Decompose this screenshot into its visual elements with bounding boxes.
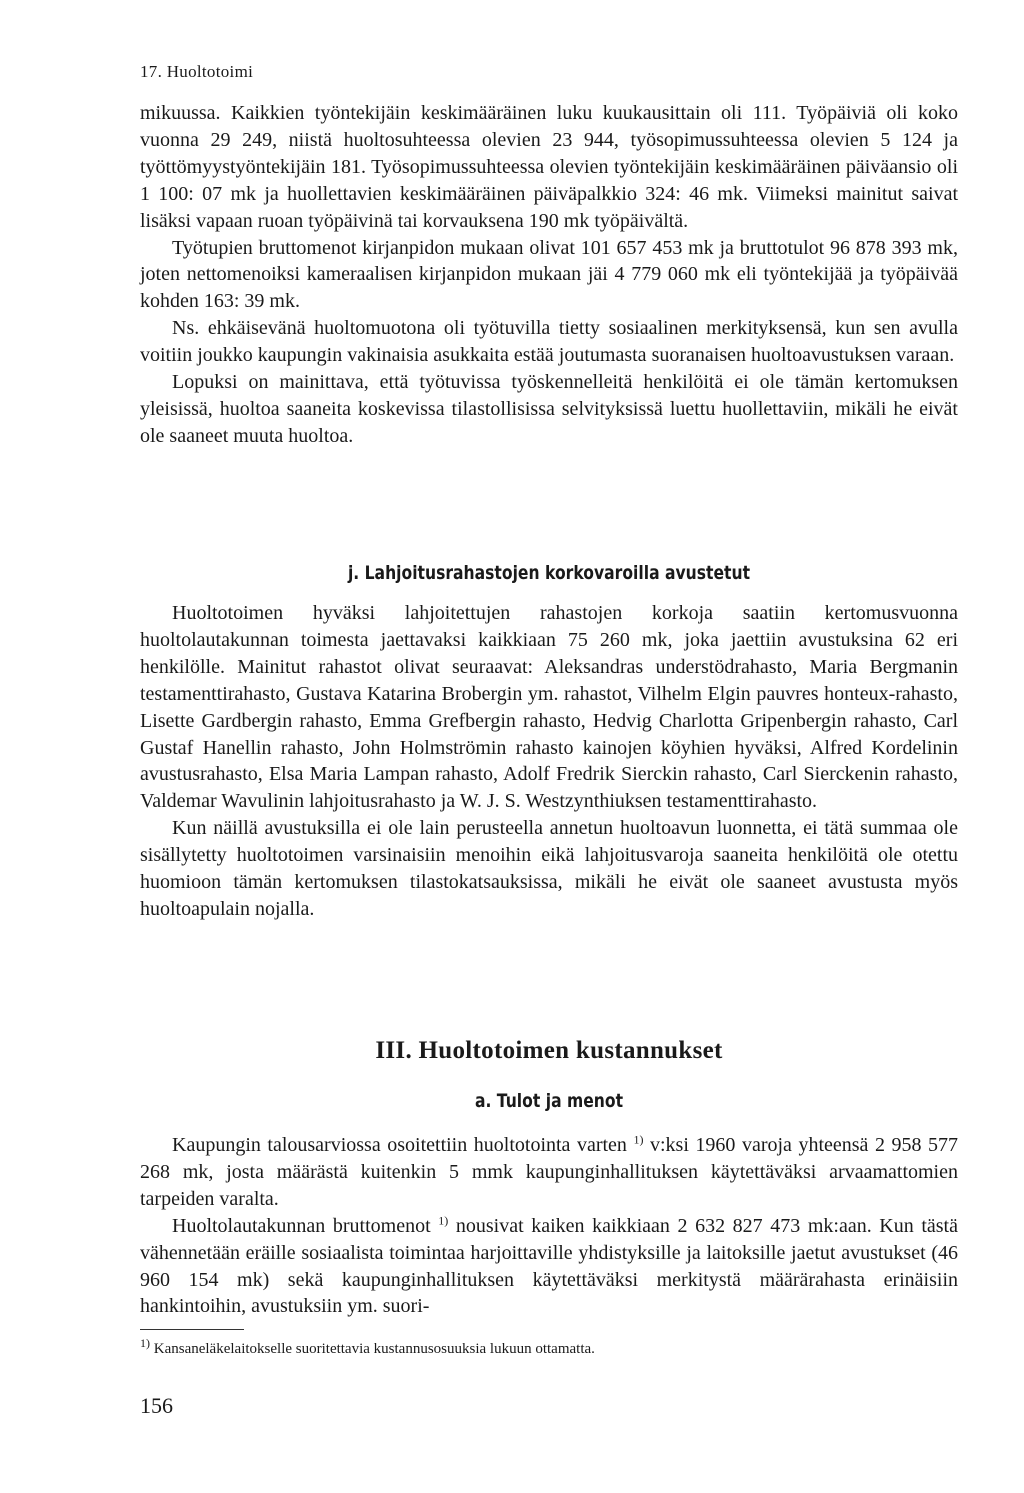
footnote-reference: 1) <box>633 1132 644 1147</box>
paragraph-text: nousivat kaiken kaikkiaan 2 632 827 473 mk:aan. Kun tästä vähennetään eräille sosiaalista toimintaa harjoittaville yhdistyksille ja laitoksille jaetut avustukset (46 960 154 mk) sekä kaupunginhallituksen käytettäväksi merkitystä määrärahasta erinäisiin hankintoihin, avustuksiin ym. suori- <box>140 1214 958 1318</box>
body-text-section-j <box>140 600 958 923</box>
paragraph: Lopuksi on mainittava, että työtuvissa työskennelleitä henkilöitä ei ole tämän kertomuksen yleisissä, huoltoa saaneita koskevissa tilastollisissa selvityksissä luettu huollettaviin, mikäli he eivät ole saaneet muuta huoltoa. <box>140 371 958 447</box>
paragraph <box>140 1132 958 1213</box>
body-text-top <box>140 100 958 450</box>
body-text-section-a <box>140 1132 958 1320</box>
page-number: 156 <box>140 1393 173 1418</box>
paragraph: mikuussa. Kaikkien työntekijäin keskimääräinen luku kuukausittain oli 111. Työpäiviä oli koko vuonna 29 249, niistä huoltosuhteessa olevien 23 944, työsopimussuhteessa olevien 5 124 ja työttömyystyöntekijäin 181. Työsopimussuhteessa olevien työntekijäin keskimääräinen päiväansio oli 1 100: 07 mk ja huollettavien keskimääräinen päiväpalkkio 324: 46 mk. Viimeksi mainitut saivat lisäksi vapaan ruoan työpäivinä tai korvauksena 190 mk työpäivältä. <box>140 102 958 232</box>
paragraph: Kun näillä avustuksilla ei ole lain perusteella annetun huoltoavun luonnetta, ei tätä summaa ole sisällytetty huoltotoimen varsinaisiin menoihin eikä lahjoitusvaroja saaneita henkilöitä ole otettu huomioon tämän kertomuksen tilastokatsauksissa, mikäli he eivät ole saaneet avustusta myös huoltoapulain nojalla. <box>140 817 958 920</box>
footnote-reference: 1) <box>438 1213 449 1228</box>
paragraph: Työtupien bruttomenot kirjanpidon mukaan olivat 101 657 453 mk ja bruttotulot 96 878 393 mk, joten nettomenoiksi kameraalisen kirjanpidon mukaan jäi 4 779 060 mk eli työntekijää ja työpäivää kohden 163: 39 mk. <box>140 236 958 313</box>
paragraph-text: v:ksi 1960 varoja yhteensä 2 958 577 268 mk, josta määrästä kuitenkin 5 mmk kaupunginhallituksen käytettäväksi arvaamattomien tarpeiden varalta. <box>140 1134 958 1210</box>
section-j-heading: j. Lahjoitusrahastojen korkovaroilla avustetut <box>347 562 751 584</box>
footnote-marker: 1) <box>140 1336 150 1350</box>
footnote <box>140 1336 595 1358</box>
main-heading: III. Huoltotoimen kustannukset <box>375 1037 723 1064</box>
footnote-divider <box>140 1329 244 1330</box>
footnote-text: Kansaneläkelaitokselle suoritettavia kustannusosuuksia lukuun ottamatta. <box>153 1341 595 1357</box>
running-head: 17. Huoltotoimi <box>140 62 254 81</box>
section-a-heading: a. Tulot ja menot <box>474 1090 624 1112</box>
paragraph-text: Kaupungin talousarviossa osoitettiin huoltotointa varten <box>172 1134 627 1156</box>
paragraph: Ns. ehkäisevänä huoltomuotona oli työtuvilla tietty sosiaalinen merkityksensä, kun sen avulla voitiin joukko kaupungin vakinaisia asukkaita estää joutumasta suoranaisen huoltoavustuksen varaan. <box>140 317 958 367</box>
paragraph <box>140 1213 958 1321</box>
paragraph-text: Huoltolautakunnan bruttomenot <box>172 1214 431 1237</box>
paragraph: Huoltotoimen hyväksi lahjoitettujen rahastojen korkoja saatiin kertomusvuonna huoltolautakunnan toimesta jaettavaksi kaikkiaan 75 260 mk, joka jaettiin avustuksina 62 eri henkilölle. Mainitut rahastot olivat seuraavat: Aleksandras understödrahasto, Maria Bergmanin testamenttirahasto, Gustava Katarina Brobergin ym. rahastot, Vilhelm Elgin pauvres honteux-rahasto, Lisette Gardbergin rahasto, Emma Grefbergin rahasto, Hedvig Charlotta Gripenbergin rahasto, Carl Gustaf Hanellin rahasto, John Holmströmin rahasto kainojen köyhien hyväksi, Alfred Kordelinin avustusrahasto, Elsa Maria Lampan rahasto, Adolf Fredrik Sierckin rahasto, Carl Sierckenin rahasto, Valdemar Wavulinin lahjoitusrahasto ja W. J. S. Westzynthiuksen testamenttirahasto. <box>140 602 958 813</box>
